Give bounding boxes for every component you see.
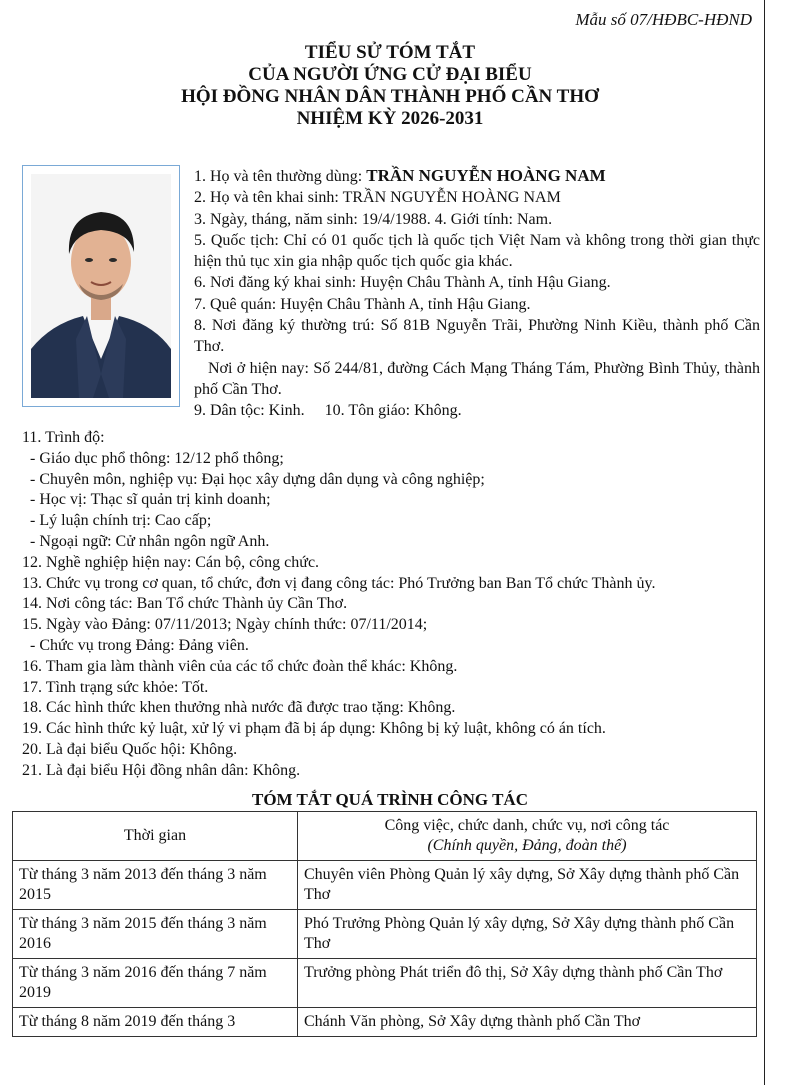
personal-info: [194, 165, 760, 422]
detail-line: 18. Các hình thức khen thưởng nhà nước đã được trao tặng: Không.: [22, 699, 456, 717]
row-time: Từ tháng 3 năm 2016 đến tháng 7 năm 2019: [13, 959, 298, 1008]
row-job: Chuyên viên Phòng Quản lý xây dựng, Sở Xây dựng thành phố Cần Thơ: [298, 861, 757, 910]
table-row: [13, 959, 757, 1008]
detail-line: - Giáo dục phổ thông: 12/12 phổ thông;: [22, 449, 284, 467]
row-job: Chánh Văn phòng, Sở Xây dựng thành phố Cần Thơ: [298, 1008, 757, 1037]
info-item-9-10: 9. Dân tộc: Kinh. 10. Tôn giáo: Không.: [194, 402, 462, 420]
title-line-2: CỦA NGƯỜI ỨNG CỬ ĐẠI BIỂU: [248, 64, 532, 85]
row-time: Từ tháng 8 năm 2019 đến tháng 3: [13, 1008, 298, 1037]
detail-line: - Chức vụ trong Đảng: Đảng viên.: [22, 636, 249, 654]
info-item-2: 2. Họ và tên khai sinh: TRẦN NGUYỄN HOÀNG NAM: [194, 189, 561, 207]
row-time: Từ tháng 3 năm 2015 đến tháng 3 năm 2016: [13, 910, 298, 959]
detail-line: 14. Nơi công tác: Ban Tổ chức Thành ủy Cần Thơ.: [22, 595, 348, 613]
header-job-label: Công việc, chức danh, chức vụ, nơi công tác: [384, 817, 670, 834]
details-list: [22, 428, 760, 782]
header-job-sub: (Chính quyền, Đảng, đoàn thể): [427, 837, 627, 854]
header-job: [298, 812, 757, 861]
detail-line: 13. Chức vụ trong cơ quan, tổ chức, đơn vị đang công tác: Phó Trưởng ban Ban Tổ chức Thành ủy.: [22, 574, 656, 592]
title-line-1: TIỂU SỬ TÓM TẮT: [304, 42, 476, 63]
title-line-3: HỘI ĐỒNG NHÂN DÂN THÀNH PHỐ CẦN THƠ: [181, 86, 599, 107]
work-history-table: [12, 811, 757, 1037]
info-item-1-label: 1. Họ và tên thường dùng:: [194, 168, 367, 185]
row-time: Từ tháng 3 năm 2013 đến tháng 3 năm 2015: [13, 861, 298, 910]
detail-line: - Học vị: Thạc sĩ quản trị kinh doanh;: [22, 491, 271, 509]
detail-line: 17. Tình trạng sức khỏe: Tốt.: [22, 678, 209, 696]
detail-line: 19. Các hình thức kỷ luật, xử lý vi phạm đã bị áp dụng: Không bị kỷ luật, không có án tích.: [22, 720, 606, 738]
detail-line: 21. Là đại biểu Hội đồng nhân dân: Không.: [22, 761, 301, 779]
table-row: [13, 910, 757, 959]
info-item-6: 6. Nơi đăng ký khai sinh: Huyện Châu Thành A, tỉnh Hậu Giang.: [194, 274, 611, 292]
info-item-7: 7. Quê quán: Huyện Châu Thành A, tỉnh Hậu Giang.: [194, 295, 531, 313]
page-border-line: [764, 0, 765, 1085]
portrait-photo: [22, 165, 180, 407]
row-job: Phó Trưởng Phòng Quản lý xây dựng, Sở Xây dựng thành phố Cần Thơ: [298, 910, 757, 959]
info-item-8: 8. Nơi đăng ký thường trú: Số 81B Nguyễn Trãi, Phường Ninh Kiều, thành phố Cần Thơ.: [194, 317, 760, 356]
table-row: [13, 1008, 757, 1037]
header-time: Thời gian: [13, 812, 298, 861]
detail-line: 20. Là đại biểu Quốc hội: Không.: [22, 740, 238, 758]
detail-line: - Chuyên môn, nghiệp vụ: Đại học xây dựng dân dụng và công nghiệp;: [22, 470, 485, 488]
info-item-5: 5. Quốc tịch: Chỉ có 01 quốc tịch là quốc tịch Việt Nam và không trong thời gian thực hiện thủ tục xin gia nhập quốc tịch quốc gia khác.: [194, 231, 760, 271]
detail-line: 15. Ngày vào Đảng: 07/11/2013; Ngày chính thức: 07/11/2014;: [22, 616, 428, 634]
detail-line: 11. Trình độ:: [22, 429, 105, 446]
table-row: [13, 861, 757, 910]
common-name: TRẦN NGUYỄN HOÀNG NAM: [366, 166, 606, 185]
detail-line: 12. Nghề nghiệp hiện nay: Cán bộ, công chức.: [22, 553, 320, 571]
document-title: [0, 42, 780, 130]
portrait-image: [31, 174, 171, 398]
detail-line: 16. Tham gia làm thành viên của các tổ chức đoàn thể khác: Không.: [22, 657, 458, 675]
work-history-title: TÓM TẮT QUÁ TRÌNH CÔNG TÁC: [252, 790, 528, 809]
detail-line: - Lý luận chính trị: Cao cấp;: [22, 512, 212, 530]
row-job: Trưởng phòng Phát triển đô thị, Sở Xây dựng thành phố Cần Thơ: [298, 959, 757, 1008]
form-number: Mẫu số 07/HĐBC-HĐND: [575, 10, 752, 29]
info-item-1: [194, 165, 760, 187]
info-item-3-4: 3. Ngày, tháng, năm sinh: 19/4/1988. 4. Giới tính: Nam.: [194, 210, 553, 228]
title-line-4: NHIỆM KỲ 2026-2031: [296, 108, 484, 129]
info-item-8-residence: Nơi ở hiện nay: Số 244/81, đường Cách Mạng Tháng Tám, Phường Bình Thủy, thành phố Cần Thơ.: [194, 359, 760, 398]
table-header-row: [13, 812, 757, 861]
detail-line: - Ngoại ngữ: Cử nhân ngôn ngữ Anh.: [22, 532, 270, 550]
